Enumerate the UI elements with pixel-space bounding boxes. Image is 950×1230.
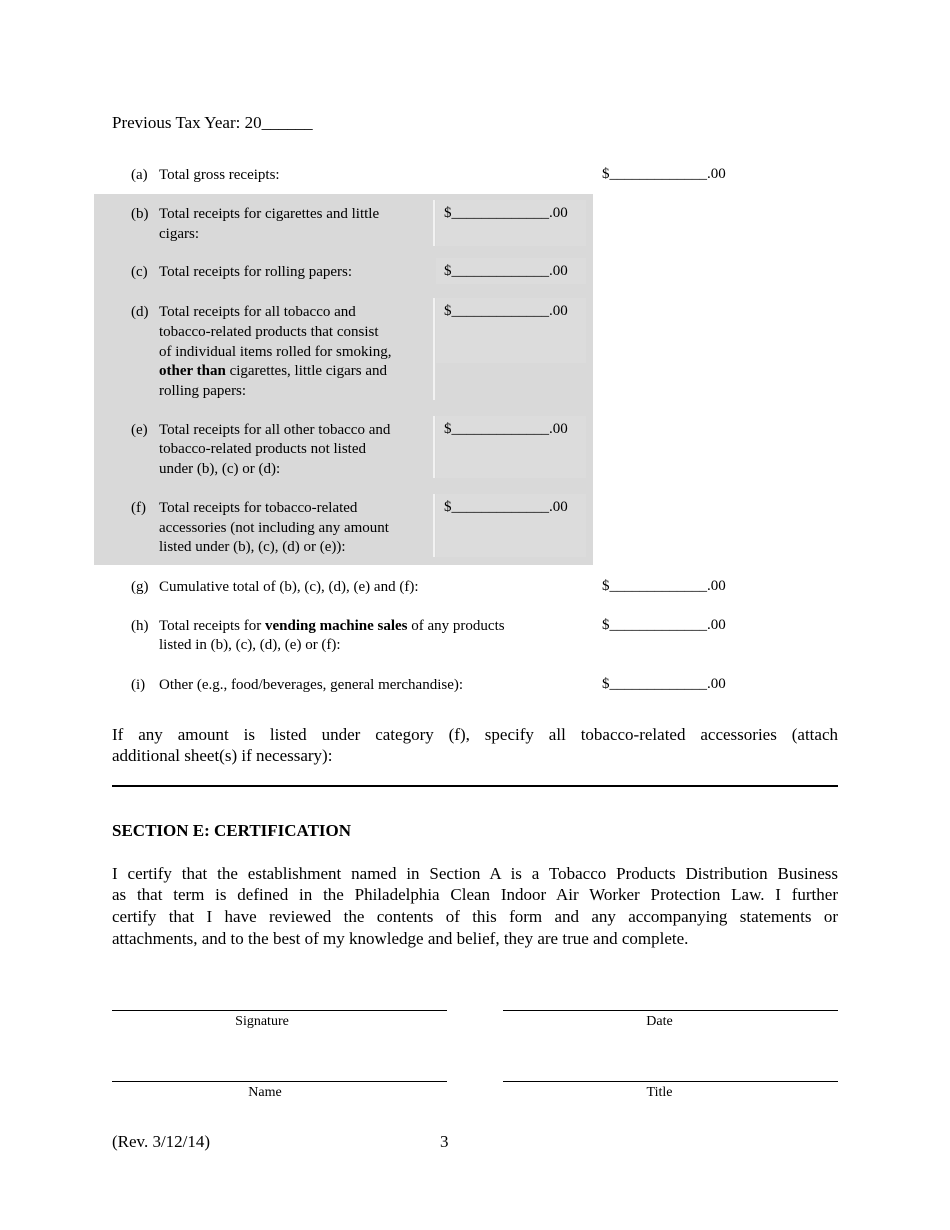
name-label: Name xyxy=(248,1085,282,1100)
item-a-amount[interactable]: $_____________.00 xyxy=(602,166,726,182)
item-c-text: Total receipts for rolling papers: xyxy=(159,264,353,280)
item-d-emphasis: other than xyxy=(159,363,226,379)
certification-line3: certify that I have reviewed the contents of this form and any accompanying statements or xyxy=(112,907,838,926)
item-f-amount[interactable]: $_____________.00 xyxy=(444,499,568,515)
item-h-line1 xyxy=(159,616,505,636)
column-divider xyxy=(433,416,435,478)
item-h-emphasis: vending machine sales xyxy=(265,618,408,634)
section-e-heading: SECTION E: CERTIFICATION xyxy=(112,821,352,840)
date-label: Date xyxy=(646,1014,673,1029)
item-d-line3: of individual items rolled for smoking, xyxy=(159,344,392,360)
item-d-line1: Total receipts for all tobacco and xyxy=(159,304,356,320)
column-divider xyxy=(433,494,435,557)
certification-line2: as that term is defined in the Philadelphia Clean Indoor Air Worker Protection Law. I further xyxy=(112,885,838,904)
revision-date: (Rev. 3/12/14) xyxy=(112,1132,211,1151)
item-a-letter: (a) xyxy=(131,167,148,183)
page-number: 3 xyxy=(440,1132,449,1151)
certification-line4: attachments, and to the best of my knowledge and belief, they are true and complete. xyxy=(112,929,689,948)
signature-line[interactable] xyxy=(112,1010,447,1011)
title-label: Title xyxy=(646,1085,673,1100)
item-b-letter: (b) xyxy=(131,206,149,222)
item-e-line1: Total receipts for all other tobacco and xyxy=(159,422,391,438)
item-h-letter: (h) xyxy=(131,618,149,634)
item-i-letter: (i) xyxy=(131,677,146,693)
item-h-amount[interactable]: $_____________.00 xyxy=(602,617,726,633)
signature-label: Signature xyxy=(235,1014,289,1029)
item-d-amount[interactable]: $_____________.00 xyxy=(444,303,568,319)
item-h-line2: listed in (b), (c), (d), (e) or (f): xyxy=(159,637,341,653)
item-e-line3: under (b), (c) or (d): xyxy=(159,461,281,477)
item-i-amount[interactable]: $_____________.00 xyxy=(602,676,726,692)
item-f-line1: Total receipts for tobacco-related xyxy=(159,500,358,516)
item-b-amount[interactable]: $_____________.00 xyxy=(444,205,568,221)
accessories-note-line2: additional sheet(s) if necessary): xyxy=(112,746,333,765)
item-i-text: Other (e.g., food/beverages, general merchandise): xyxy=(159,677,464,693)
certification-line1: I certify that the establishment named in Section A is a Tobacco Products Distribution Business xyxy=(112,864,838,883)
item-h-pre: Total receipts for xyxy=(159,618,265,634)
item-e-amount[interactable]: $_____________.00 xyxy=(444,421,568,437)
item-d-line4-rest: cigarettes, little cigars and xyxy=(225,363,387,379)
column-divider xyxy=(433,200,435,246)
item-a-text: Total gross receipts: xyxy=(159,167,280,183)
item-d-line2: tobacco-related products that consist xyxy=(159,324,379,340)
item-b-line1: Total receipts for cigarettes and little xyxy=(159,206,380,222)
accessories-entry-line[interactable] xyxy=(112,785,838,787)
column-divider xyxy=(433,298,435,400)
accessories-note-line1: If any amount is listed under category (f), specify all tobacco-related accessories (attach xyxy=(112,725,838,744)
item-g-letter: (g) xyxy=(131,579,149,595)
title-line[interactable] xyxy=(503,1081,838,1082)
item-d-line5: rolling papers: xyxy=(159,383,247,399)
item-d-line4 xyxy=(159,361,387,381)
item-h-post: of any products xyxy=(407,618,505,634)
item-f-line2: accessories (not including any amount xyxy=(159,520,389,536)
item-e-letter: (e) xyxy=(131,422,148,438)
item-f-letter: (f) xyxy=(131,500,146,516)
item-b-line2: cigars: xyxy=(159,226,199,242)
item-f-line3: listed under (b), (c), (d) or (e)): xyxy=(159,539,346,555)
item-e-line2: tobacco-related products not listed xyxy=(159,441,367,457)
date-line[interactable] xyxy=(503,1010,838,1011)
previous-tax-year[interactable]: Previous Tax Year: 20______ xyxy=(112,113,313,132)
item-g-amount[interactable]: $_____________.00 xyxy=(602,578,726,594)
item-c-amount[interactable]: $_____________.00 xyxy=(444,263,568,279)
item-d-letter: (d) xyxy=(131,304,149,320)
item-c-letter: (c) xyxy=(131,264,148,280)
item-g-text: Cumulative total of (b), (c), (d), (e) and (f): xyxy=(159,579,419,595)
name-line[interactable] xyxy=(112,1081,447,1082)
